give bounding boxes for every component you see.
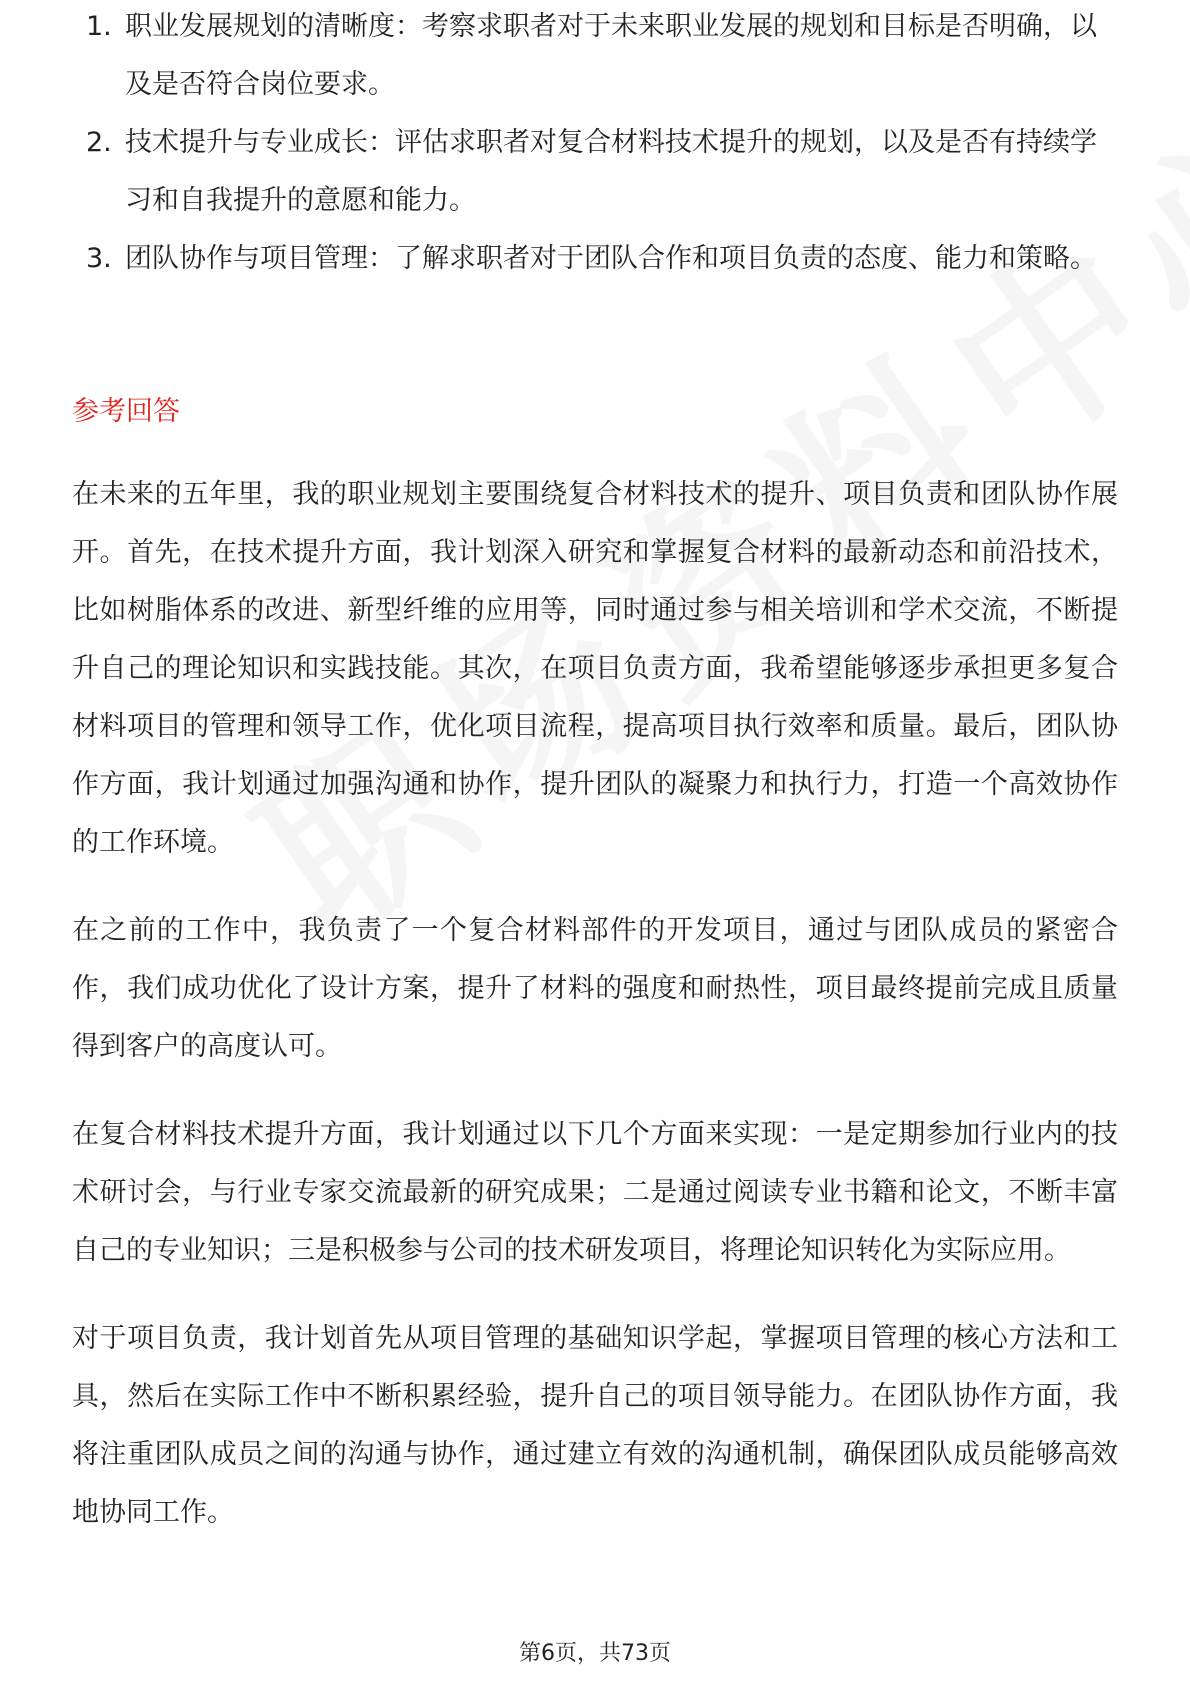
answer-paragraph: 对于项目负责，我计划首先从项目管理的基础知识学起，掌握项目管理的核心方法和工具，然后在实际工作中不断积累经验，提升自己的项目领导能力。在团队协作方面，我将注重团队成员之间的沟通与协作，通过建立有效的沟通机制，确保团队成员能够高效地协同工作。	[72, 1323, 1118, 1528]
evaluation-points-list	[72, 11, 1122, 288]
page-number: 第6页，共73页	[519, 1641, 671, 1666]
answer-paragraph: 在未来的五年里，我的职业规划主要围绕复合材料技术的提升、项目负责和团队协作展开。首先，在技术提升方面，我计划深入研究和掌握复合材料的最新动态和前沿技术，比如树脂体系的改进、新型纤维的应用等，同时通过参与相关培训和学术交流，不断提升自己的理论知识和实践技能。其次，在项目负责方面，我希望能够逐步承担更多复合材料项目的管理和领导工作，优化项目流程，提高项目执行效率和质量。最后，团队协作方面，我计划通过加强沟通和协作，提升团队的凝聚力和执行力，打造一个高效协作的工作环境。	[72, 479, 1118, 858]
section-heading-reference-answer: 参考回答	[72, 396, 180, 427]
list-item-text: 职业发展规划的清晰度：考察求职者对于未来职业发展的规划和目标是否明确，以及是否符合岗位要求。	[125, 11, 1097, 100]
answer-paragraph: 在复合材料技术提升方面，我计划通过以下几个方面来实现：一是定期参加行业内的技术研讨会，与行业专家交流最新的研究成果；二是通过阅读专业书籍和论文，不断丰富自己的专业知识；三是积极参与公司的技术研发项目，将理论知识转化为实际应用。	[72, 1119, 1118, 1266]
answer-paragraph: 在之前的工作中，我负责了一个复合材料部件的开发项目，通过与团队成员的紧密合作，我们成功优化了设计方案，提升了材料的强度和耐热性，项目最终提前完成且质量得到客户的高度认可。	[72, 915, 1118, 1062]
list-item-text: 技术提升与专业成长：评估求职者对复合材料技术提升的规划，以及是否有持续学习和自我提升的意愿和能力。	[125, 127, 1097, 216]
list-item	[72, 0, 1122, 114]
list-number: 1.	[86, 11, 112, 42]
list-item-text: 团队协作与项目管理：了解求职者对于团队合作和项目负责的态度、能力和策略。	[125, 243, 1097, 274]
list-number: 2.	[86, 127, 112, 158]
list-number: 3.	[86, 243, 112, 274]
list-item	[72, 114, 1122, 230]
list-item	[72, 230, 1122, 288]
reference-answer-body	[72, 466, 1118, 1572]
